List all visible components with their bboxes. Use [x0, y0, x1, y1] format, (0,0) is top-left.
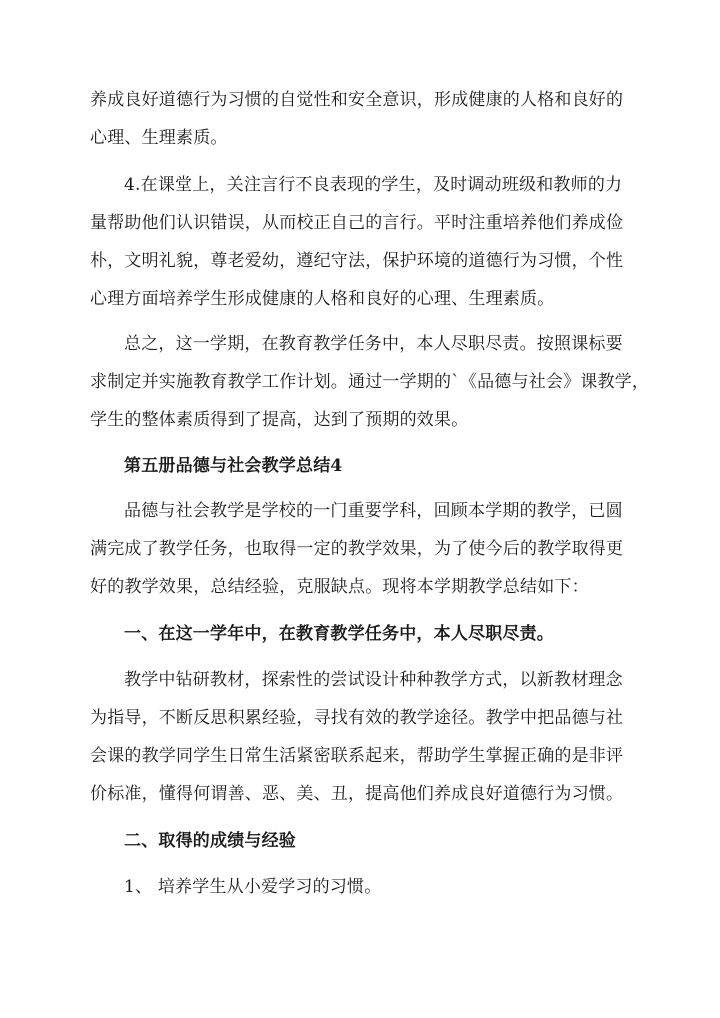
body-text-line: 量帮助他们认识错误，从而校正自己的言行。平时注重培养他们养成俭: [90, 213, 624, 233]
body-text-line: 心理、生理素质。: [90, 128, 228, 148]
body-text-line: 会课的教学同学生日常生活紧密联系起来，帮助学生掌握正确的是非评: [90, 746, 624, 766]
section-title: 第五册品德与社会教学总结4: [124, 456, 343, 476]
body-text-line: 满完成了教学任务，也取得一定的教学效果，为了使今后的教学取得更: [90, 539, 624, 559]
body-text-line: 好的教学效果，总结经验，克服缺点。现将本学期教学总结如下：: [90, 577, 589, 597]
subsection-heading-1: 一、在这一学年中，在教育教学任务中，本人尽职尽责。: [124, 624, 554, 644]
body-text-line: 养成良好道德行为习惯的自觉性和安全意识，形成健康的人格和良好的: [90, 90, 624, 110]
numbered-item-1: 1、 培养学生从小爱学习的习惯。: [124, 877, 382, 897]
body-text-line: 求制定并实施教育教学工作计划。通过一学期的`《品德与社会》课教学，: [90, 372, 650, 392]
body-text-line: 学生的整体素质得到了提高，达到了预期的效果。: [90, 410, 469, 430]
summary-paragraph-line: 总之，这一学期，在教育教学任务中，本人尽职尽责。按照课标要: [124, 334, 623, 354]
body-text-line: 为指导，不断反思积累经验，寻找有效的教学途径。教学中把品德与社: [90, 708, 624, 728]
intro-paragraph-line: 品德与社会教学是学校的一门重要学科，回顾本学期的教学，已圆: [124, 501, 623, 521]
subsection-heading-2: 二、取得的成绩与经验: [124, 831, 296, 851]
body-text-line: 价标准，懂得何谓善、恶、美、丑，提高他们养成良好道德行为习惯。: [90, 784, 624, 804]
body-text-line: 朴，文明礼貌，尊老爱幼，遵纪守法，保护环境的道德行为习惯，个性: [90, 251, 624, 271]
list-item-4-line: 4.在课堂上，关注言行不良表现的学生，及时调动班级和教师的力: [124, 175, 623, 195]
paragraph-line: 教学中钻研教材，探索性的尝试设计种种教学方式，以新教材理念: [124, 670, 623, 690]
body-text-line: 心理方面培养学生形成健康的人格和良好的心理、生理素质。: [90, 289, 555, 309]
